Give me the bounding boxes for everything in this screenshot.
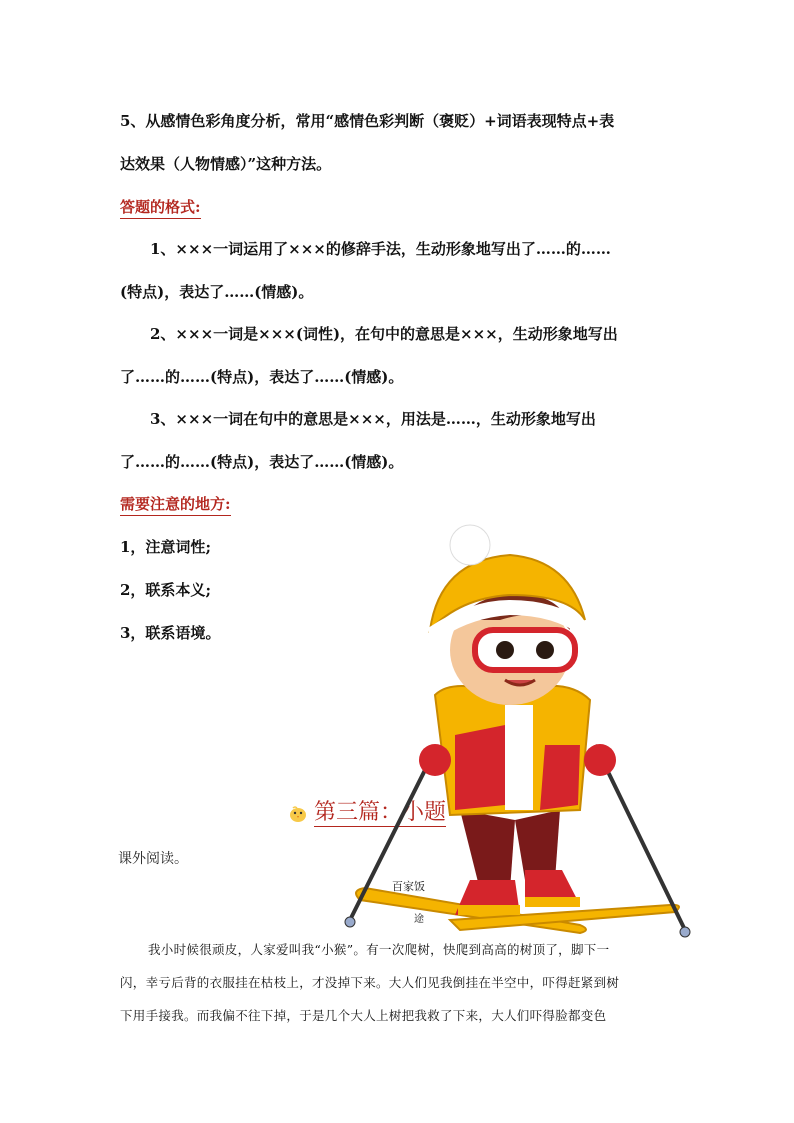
format-item-1-line-1: 1、×××一词运用了×××的修辞手法，生动形象地写出了……的……: [150, 240, 611, 258]
intro-line-1: 5、从感情色彩角度分析，常用“感情色彩判断（褒贬）+词语表现特点+表: [120, 112, 615, 130]
intro-line-2: 达效果（人物情感）”这种方法。: [120, 155, 332, 173]
chick-icon: [288, 805, 308, 823]
paragraph-line-3: 下用手接我。而我偏不往下掉，于是几个大人上树把我救了下来，大人们吓得脸都变色: [120, 1008, 607, 1023]
paragraph-line-2: 闪，幸亏后背的衣服挂在枯枝上，才没掉下来。大人们见我倒挂在半空中，吓得赶紧到树: [120, 975, 620, 990]
format-item-3-line-2: 了……的……(特点)，表达了……(情感)。: [120, 453, 404, 471]
format-item-2-line-1: 2、×××一词是×××(词性)，在句中的意思是×××，生动形象地写出: [150, 325, 618, 343]
section-title-text: 第三篇：小题: [314, 800, 447, 825]
jacket: [435, 686, 590, 815]
boots: [455, 870, 580, 915]
format-item-1-line-2: (特点)，表达了……(情感)。: [120, 283, 314, 301]
skier-illustration: [330, 520, 700, 950]
paragraph-line-1: 我小时候很顽皮，人家爱叫我“小猴”。有一次爬树，快爬到高高的树顶了，脚下一: [148, 942, 610, 957]
note-item-1: 1，注意词性;: [120, 538, 211, 556]
story-title: 百家饭: [392, 880, 425, 893]
story-author: 途: [414, 914, 424, 925]
note-item-3: 3，联系语境。: [120, 624, 221, 642]
reading-label: 课外阅读。: [118, 851, 188, 867]
format-item-3-line-1: 3、×××一词在句中的意思是×××，用法是……，生动形象地写出: [150, 410, 596, 428]
format-item-2-line-2: 了……的……(特点)，表达了……(情感)。: [120, 368, 404, 386]
note-item-2: 2，联系本义;: [120, 581, 211, 599]
answer-format-heading: 答题的格式:: [120, 196, 201, 219]
notes-heading: 需要注意的地方:: [120, 493, 231, 516]
